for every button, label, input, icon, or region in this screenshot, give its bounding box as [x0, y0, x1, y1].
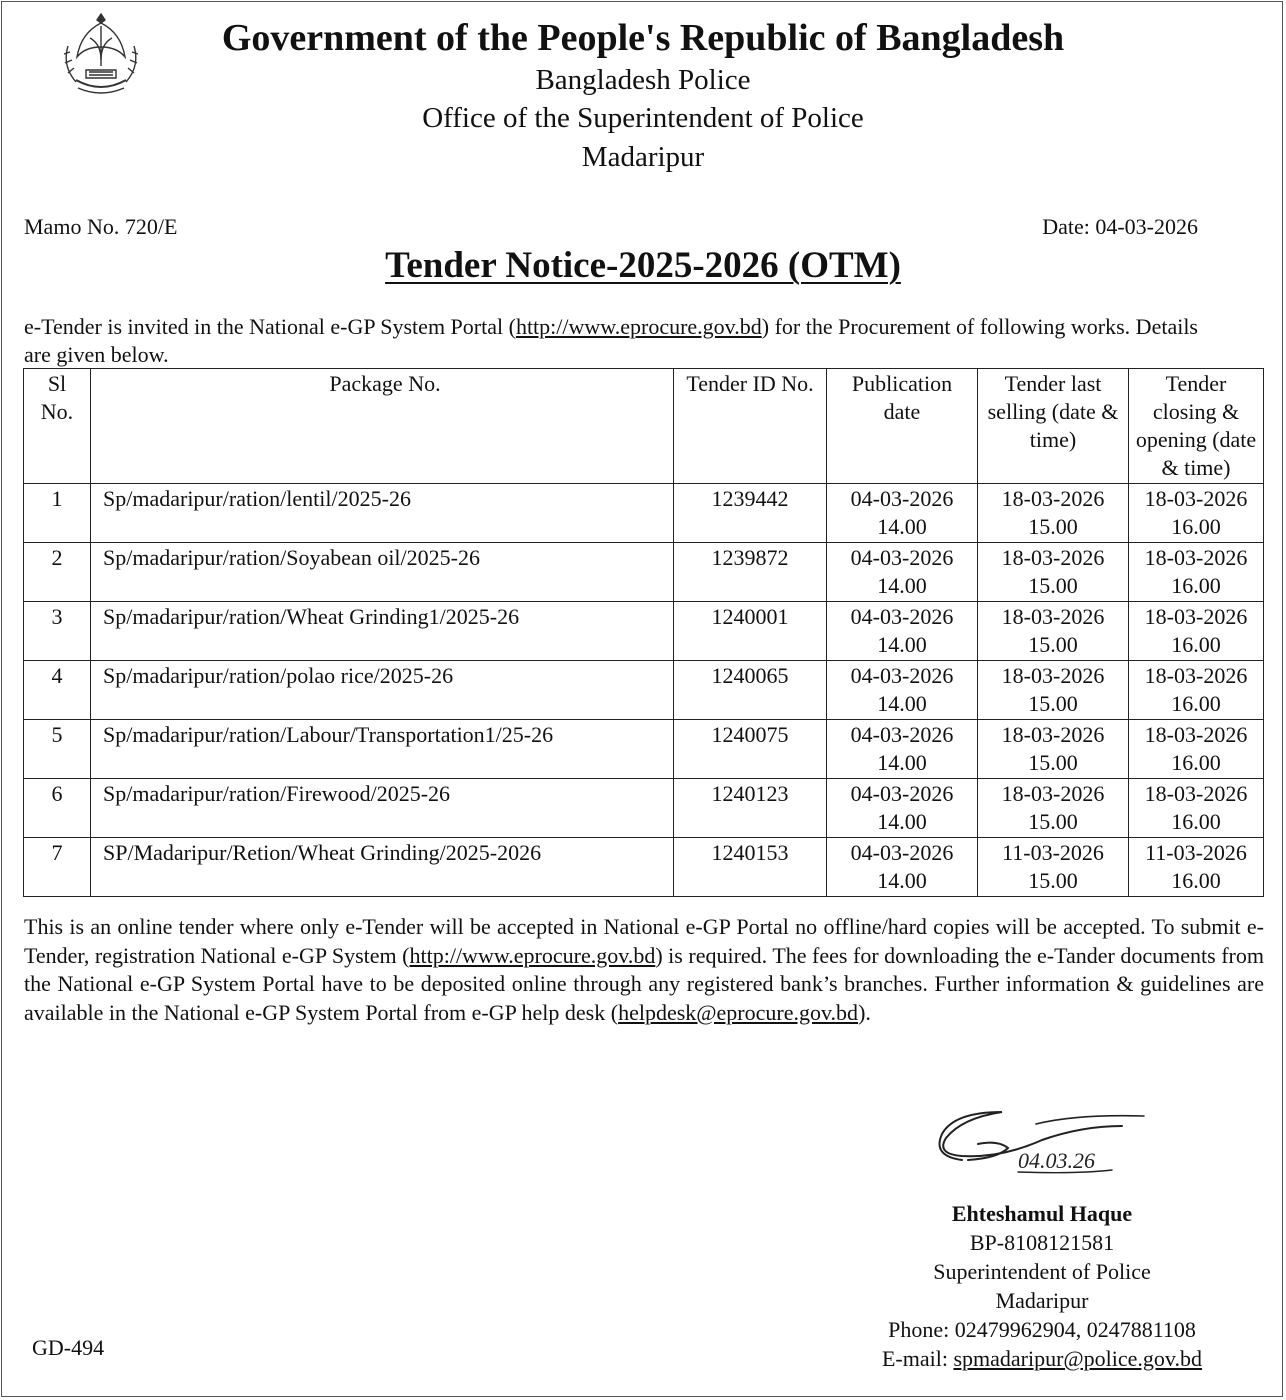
- closing-cell-value: 16.00: [1171, 573, 1221, 598]
- sl-cell-value: 4: [51, 663, 63, 688]
- table-row: [24, 661, 1264, 720]
- publication-cell-value: 14.00: [877, 632, 927, 657]
- closing-cell-value: 18-03-2026: [1144, 722, 1248, 747]
- package-cell-value: Sp/madaripur/ration/polao rice/2025-26: [103, 663, 454, 688]
- department-heading: Bangladesh Police: [535, 64, 751, 96]
- publication-cell-value: 04-03-2026: [850, 781, 954, 806]
- publication-cell-value: 14.00: [877, 809, 927, 834]
- package-cell-value: Sp/madaripur/ration/Labour/Transportation1/25-26: [103, 722, 554, 747]
- notice-title: [0, 244, 1286, 287]
- publication-cell: [827, 484, 978, 543]
- closing-cell-value: 18-03-2026: [1144, 781, 1248, 806]
- signatory-bp: BP-8108121581: [969, 1230, 1115, 1255]
- signatory-name: Ehteshamul Haque: [951, 1201, 1133, 1226]
- tender-id-cell-value: 1239872: [711, 545, 789, 570]
- publication-cell-value: 14.00: [877, 573, 927, 598]
- signatory-email-link[interactable]: spmadaripur@police.gov.bd: [953, 1346, 1203, 1371]
- closing-cell-value: 11-03-2026: [1145, 840, 1247, 865]
- signatory-phone: Phone: 02479962904, 0247881108: [888, 1317, 1196, 1342]
- header-publication: Publication date: [827, 369, 978, 484]
- closing-cell-value: 16.00: [1171, 514, 1221, 539]
- tender-id-cell: [674, 779, 827, 838]
- publication-cell-value: 04-03-2026: [850, 545, 954, 570]
- last-selling-cell-value: 15.00: [1028, 691, 1078, 716]
- tender-id-cell: [674, 484, 827, 543]
- sl-cell: [24, 602, 91, 661]
- closing-cell: [1129, 543, 1264, 602]
- para-text-2: ) is required. The fees for downloading the e-Tander documents from the National e-GP System Portal have to be deposited online through any registered bank’s branches. Further information & guidelines are available in the National e-GP System Portal from e-GP help desk (: [24, 942, 1264, 1025]
- tender-id-cell: [674, 543, 827, 602]
- package-cell: [91, 484, 674, 543]
- package-cell: [91, 720, 674, 779]
- package-cell-value: Sp/madaripur/ration/Soyabean oil/2025-26: [103, 545, 480, 570]
- last-selling-cell-value: 15.00: [1028, 632, 1078, 657]
- closing-cell-value: 18-03-2026: [1144, 486, 1248, 511]
- sl-cell-value: 5: [51, 722, 63, 747]
- publication-cell-value: 14.00: [877, 691, 927, 716]
- office-heading: Office of the Superintendent of Police: [422, 102, 864, 134]
- email-label: E-mail:: [881, 1346, 954, 1371]
- table-row: [24, 484, 1264, 543]
- publication-cell-value: 14.00: [877, 868, 927, 893]
- last-selling-cell-value: 15.00: [1028, 514, 1078, 539]
- publication-cell: [827, 602, 978, 661]
- table-header-row: [24, 369, 1264, 484]
- closing-cell-value: 18-03-2026: [1144, 604, 1248, 629]
- last-selling-cell-value: 18-03-2026: [1001, 604, 1105, 629]
- package-cell-value: SP/Madaripur/Retion/Wheat Grinding/2025-2026: [103, 840, 542, 865]
- sl-cell: [24, 543, 91, 602]
- notice-date: Date: 04-03-2026: [1042, 214, 1198, 239]
- closing-cell: [1129, 779, 1264, 838]
- memo-number: Mamo No. 720/E: [24, 214, 178, 239]
- header-last-selling: Tender last selling (date & time): [978, 369, 1129, 484]
- svg-text:04.03.26: 04.03.26: [1018, 1148, 1095, 1173]
- sl-cell: [24, 838, 91, 897]
- publication-cell: [827, 661, 978, 720]
- para-text-3: ).: [858, 999, 871, 1025]
- closing-cell: [1129, 838, 1264, 897]
- last-selling-cell-value: 15.00: [1028, 573, 1078, 598]
- last-selling-cell-value: 18-03-2026: [1001, 722, 1105, 747]
- last-selling-cell: [978, 838, 1129, 897]
- package-cell: [91, 602, 674, 661]
- sl-cell-value: 2: [51, 545, 63, 570]
- eprocure-link[interactable]: http://www.eprocure.gov.bd: [515, 314, 762, 339]
- sl-cell: [24, 661, 91, 720]
- sl-cell-value: 1: [51, 486, 63, 511]
- header-tender-id: Tender ID No.: [674, 369, 827, 484]
- tender-id-cell: [674, 720, 827, 779]
- table-row: [24, 543, 1264, 602]
- publication-cell: [827, 838, 978, 897]
- tender-id-cell-value: 1240153: [711, 840, 789, 865]
- header-package: Package No.: [91, 369, 674, 484]
- instructions-paragraph: [24, 913, 1264, 1027]
- last-selling-cell-value: 15.00: [1028, 750, 1078, 775]
- district-heading: Madaripur: [581, 141, 705, 173]
- package-cell-value: Sp/madaripur/ration/Firewood/2025-26: [103, 781, 451, 806]
- package-cell: [91, 661, 674, 720]
- closing-cell-value: 18-03-2026: [1144, 545, 1248, 570]
- tender-id-cell: [674, 661, 827, 720]
- closing-cell-value: 16.00: [1171, 868, 1221, 893]
- notice-title-text: Tender Notice-2025-2026 (OTM): [385, 245, 901, 286]
- signatory-email-line: [830, 1344, 1254, 1373]
- last-selling-cell-value: 18-03-2026: [1001, 486, 1105, 511]
- package-cell-value: Sp/madaripur/ration/lentil/2025-26: [103, 486, 411, 511]
- sl-cell: [24, 779, 91, 838]
- table-row: [24, 838, 1264, 897]
- helpdesk-email-link[interactable]: helpdesk@eprocure.gov.bd: [618, 999, 859, 1025]
- package-cell: [91, 543, 674, 602]
- intro-text-after: ) for the Procurement of following works. Details are given below.: [24, 314, 1198, 367]
- tender-id-cell-value: 1240065: [711, 663, 789, 688]
- last-selling-cell: [978, 661, 1129, 720]
- header-closing: Tender closing & opening (date & time): [1129, 369, 1264, 484]
- table-row: [24, 779, 1264, 838]
- last-selling-cell: [978, 720, 1129, 779]
- last-selling-cell-value: 18-03-2026: [1001, 781, 1105, 806]
- last-selling-cell: [978, 543, 1129, 602]
- tender-table: [23, 368, 1264, 897]
- publication-cell-value: 14.00: [877, 750, 927, 775]
- package-cell: [91, 838, 674, 897]
- closing-cell-value: 16.00: [1171, 750, 1221, 775]
- publication-cell: [827, 779, 978, 838]
- publication-cell-value: 04-03-2026: [850, 840, 954, 865]
- closing-cell: [1129, 720, 1264, 779]
- intro-paragraph: [24, 313, 1224, 369]
- handwritten-signature: [918, 1104, 1148, 1176]
- closing-cell: [1129, 602, 1264, 661]
- table-row: [24, 720, 1264, 779]
- last-selling-cell-value: 15.00: [1028, 868, 1078, 893]
- closing-cell: [1129, 661, 1264, 720]
- tender-id-cell-value: 1239442: [711, 486, 789, 511]
- gd-code: GD-494: [32, 1335, 105, 1360]
- last-selling-cell: [978, 484, 1129, 543]
- sl-cell-value: 6: [51, 781, 63, 806]
- tender-id-cell-value: 1240075: [711, 722, 789, 747]
- publication-cell-value: 04-03-2026: [850, 486, 954, 511]
- intro-text-before: e-Tender is invited in the National e-GP System Portal (: [24, 314, 516, 339]
- eprocure-link-2[interactable]: http://www.eprocure.gov.bd: [409, 942, 656, 968]
- table-row: [24, 602, 1264, 661]
- signatory-designation: Superintendent of Police: [933, 1259, 1151, 1284]
- sl-cell-value: 3: [51, 604, 63, 629]
- closing-cell-value: 18-03-2026: [1144, 663, 1248, 688]
- signatory-location: Madaripur: [995, 1288, 1089, 1313]
- government-heading: Government of the People's Republic of Bangladesh: [221, 17, 1065, 59]
- closing-cell-value: 16.00: [1171, 691, 1221, 716]
- publication-cell-value: 04-03-2026: [850, 604, 954, 629]
- publication-cell: [827, 720, 978, 779]
- publication-cell-value: 04-03-2026: [850, 722, 954, 747]
- last-selling-cell-value: 11-03-2026: [1002, 840, 1104, 865]
- tender-id-cell-value: 1240001: [711, 604, 789, 629]
- sl-cell: [24, 484, 91, 543]
- closing-cell-value: 16.00: [1171, 632, 1221, 657]
- last-selling-cell: [978, 602, 1129, 661]
- tender-id-cell: [674, 838, 827, 897]
- last-selling-cell-value: 18-03-2026: [1001, 545, 1105, 570]
- publication-cell-value: 04-03-2026: [850, 663, 954, 688]
- table-body: [24, 484, 1264, 897]
- publication-cell-value: 14.00: [877, 514, 927, 539]
- header-sl: Sl No.: [24, 369, 91, 484]
- last-selling-cell: [978, 779, 1129, 838]
- last-selling-cell-value: 18-03-2026: [1001, 663, 1105, 688]
- last-selling-cell-value: 15.00: [1028, 809, 1078, 834]
- sl-cell: [24, 720, 91, 779]
- para-text-1: This is an online tender where only e-Tender will be accepted in National e-GP Portal no offline/hard copies will be accepted. To submit e-Tender, registration National e-GP System (: [24, 914, 1264, 968]
- package-cell: [91, 779, 674, 838]
- closing-cell-value: 16.00: [1171, 809, 1221, 834]
- sl-cell-value: 7: [51, 840, 63, 865]
- closing-cell: [1129, 484, 1264, 543]
- tender-id-cell: [674, 602, 827, 661]
- package-cell-value: Sp/madaripur/ration/Wheat Grinding1/2025-26: [103, 604, 520, 629]
- signature-block: [830, 1199, 1254, 1373]
- tender-id-cell-value: 1240123: [711, 781, 789, 806]
- publication-cell: [827, 543, 978, 602]
